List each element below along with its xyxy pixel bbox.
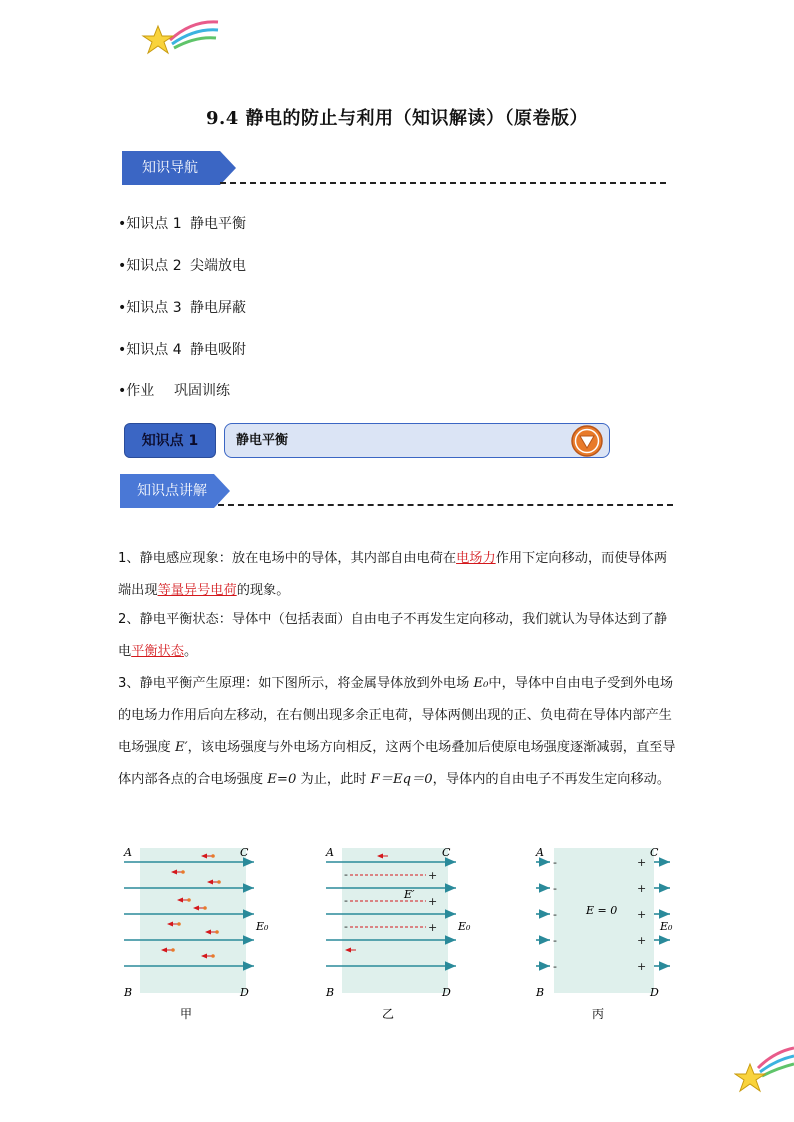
svg-text:+: + — [428, 869, 438, 882]
nav-divider — [220, 182, 666, 184]
svg-text:E₀: E₀ — [660, 920, 673, 933]
svg-text:A: A — [536, 846, 544, 859]
svg-text:+: + — [637, 856, 647, 869]
explain-divider — [218, 504, 673, 506]
nav-header-label: 知识导航 — [142, 160, 198, 176]
figure-bing — [530, 838, 680, 1028]
figure-jia — [118, 838, 278, 1028]
svg-text:-: - — [553, 960, 557, 973]
svg-text:B: B — [326, 986, 335, 999]
svg-text:-: - — [344, 920, 348, 933]
svg-text:+: + — [637, 934, 647, 947]
svg-text:甲: 甲 — [180, 1007, 193, 1021]
svg-text:C: C — [650, 846, 659, 859]
svg-text:-: - — [553, 934, 557, 947]
svg-text:B: B — [536, 986, 545, 999]
svg-text:E = 0: E = 0 — [586, 904, 618, 917]
shooting-star-icon — [140, 18, 220, 60]
svg-text:-: - — [553, 856, 557, 869]
svg-text:C: C — [240, 846, 249, 859]
svg-text:D: D — [650, 986, 659, 999]
svg-text:A: A — [124, 846, 132, 859]
knowledge-point-badge: 知识点 1 — [124, 423, 216, 458]
explain-header-label: 知识点讲解 — [137, 483, 207, 499]
svg-text:E₀: E₀ — [458, 920, 471, 933]
svg-text:A: A — [326, 846, 334, 859]
figure-yi — [320, 838, 480, 1028]
toc-item: •知识点 2 尖端放电 — [118, 258, 246, 274]
svg-text:D: D — [442, 986, 451, 999]
toc-item: •作业 巩固训练 — [118, 383, 230, 399]
svg-text:+: + — [637, 908, 647, 921]
svg-text:-: - — [553, 882, 557, 895]
svg-text:-: - — [344, 868, 348, 881]
knowledge-point-title: 静电平衡 — [236, 433, 289, 448]
paragraph-equilibrium-state: 2、静电平衡状态：导体中（包括表面）自由电子不再发生定向移动，我们就认为导体达到了静电平衡状态。 — [118, 612, 668, 659]
svg-text:丙: 丙 — [592, 1007, 605, 1021]
toc-item: •知识点 4 静电吸附 — [118, 342, 246, 358]
paragraph-electrostatic-induction: 1、静电感应现象：放在电场中的导体，其内部自由电荷在电场力作用下定向移动，而使导体两端出现等量异号电荷的现象。 — [118, 551, 668, 598]
toc-item: •知识点 3 静电屏蔽 — [118, 300, 246, 316]
svg-text:B: B — [124, 986, 133, 999]
svg-text:+: + — [428, 895, 438, 908]
svg-text:E′: E′ — [404, 888, 415, 901]
svg-text:D: D — [240, 986, 249, 999]
chevron-down-icon — [570, 424, 604, 458]
toc-item: •知识点 1 静电平衡 — [118, 216, 246, 232]
paragraph-equilibrium-principle: 3、静电平衡产生原理：如下图所示，将金属导体放到外电场 E₀中，导体中自由电子受到外电场的电场力作用后向左移动，在右侧出现多余正电荷，导体两侧出现的正、负电荷在导体内部产生电场强度 E′，该电场强度与外电场方向相反，这两个电场叠加后使原电场强度逐渐减弱，直至导体内部各点的合电场强度 E=0 为止，此时 F＝Eq＝0，导体内的自由电子不再发生定向移动。 — [118, 676, 676, 787]
svg-text:C: C — [442, 846, 451, 859]
svg-text:+: + — [637, 960, 647, 973]
shooting-star-icon — [734, 1030, 794, 1100]
page-title: 9.4 静电的防止与利用（知识解读）（原卷版） — [205, 108, 589, 129]
svg-text:E₀: E₀ — [256, 920, 269, 933]
svg-text:-: - — [344, 894, 348, 907]
svg-text:-: - — [553, 908, 557, 921]
svg-text:乙: 乙 — [382, 1007, 395, 1021]
svg-text:+: + — [428, 921, 438, 934]
svg-text:+: + — [637, 882, 647, 895]
